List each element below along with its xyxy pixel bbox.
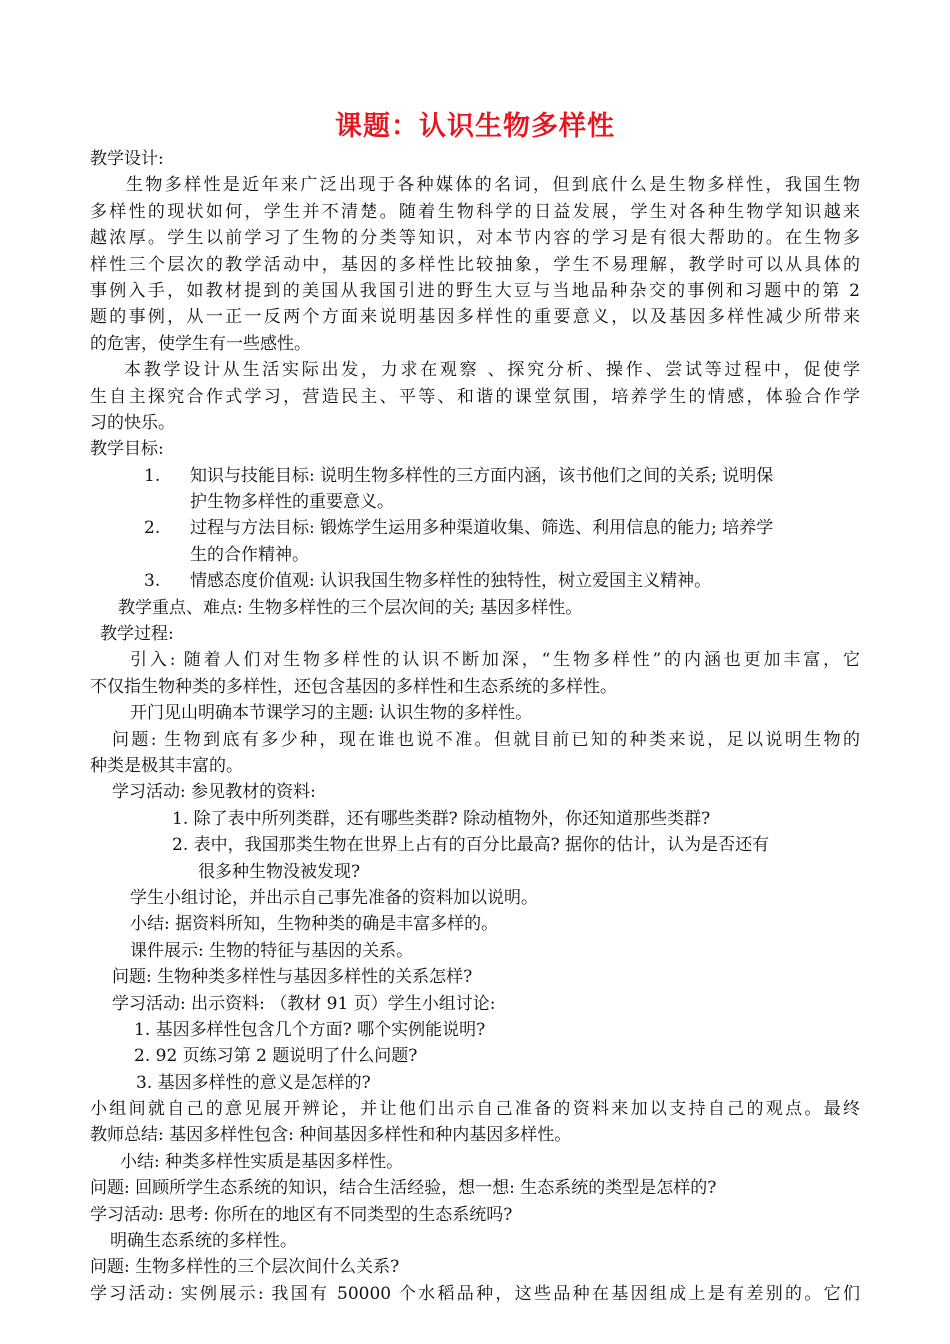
text-line: 教师总结: 基因多样性包含: 种间基因多样性和种内基因多样性。 — [90, 1125, 572, 1146]
text-line: 开门见山明确本节课学习的主题: 认识生物的多样性。 — [130, 703, 533, 724]
text-line: 种类是极其丰富的。 — [90, 755, 243, 776]
text-line: 多样性的现状如何，学生并不清楚。随着生物科学的日益发展，学生对各种生物学知识越来 — [90, 201, 860, 222]
text-line: 教学过程: — [100, 624, 174, 645]
text-line: 问题: 回顾所学生态系统的知识，结合生活经验，想一想: 生态系统的类型是怎样的? — [90, 1178, 717, 1199]
text-line: 本教学设计从生活实际出发，力求在观察 、探究分析、操作、尝试等过程中，促使学 — [124, 360, 860, 381]
text-line — [90, 515, 860, 541]
document-body — [90, 146, 860, 1307]
text-line: 护生物多样性的重要意义。 — [190, 492, 394, 513]
document-title: 课题：认识生物多样性 — [335, 111, 615, 142]
text-line: 课件展示: 生物的特征与基因的关系。 — [130, 940, 414, 961]
list-number: 3. — [144, 571, 161, 592]
text-line: 1. 除了表中所列类群，还有哪些类群? 除动植物外，你还知道那些类群? — [172, 808, 711, 829]
text-line: 小组间就自己的意见展开辨论，并让他们出示自己准备的资料来加以支持自己的观点。最终 — [90, 1099, 860, 1120]
text-line: 问题: 生物到底有多少种，现在谁也说不准。但就目前已知的种类来说，足以说明生物的 — [112, 729, 860, 750]
text-line: 生物多样性是近年来广泛出现于各种媒体的名词，但到底什么是生物多样性，我国生物 — [126, 175, 860, 196]
text-line: 越浓厚。学生以前学习了生物的分类等知识，对本节内容的学习是有很大帮助的。在生物多 — [90, 228, 860, 249]
text-line: 小结: 种类多样性实质是基因多样性。 — [120, 1151, 404, 1172]
text-line: 学生小组讨论，并出示自己事先准备的资料加以说明。 — [130, 887, 538, 908]
text-line: 明确生态系统的多样性。 — [110, 1231, 297, 1252]
text-line: 生自主探究合作式学习，营造民主、平等、和谐的课堂氛围，培养学生的情感，体验合作学 — [90, 386, 860, 407]
text-line — [90, 568, 860, 594]
text-line: 不仅指生物种类的多样性，还包含基因的多样性和生态系统的多样性。 — [90, 676, 617, 697]
text-line: 2. 表中，我国那类生物在世界上占有的百分比最高? 据你的估计，认为是否还有 — [172, 835, 770, 856]
text-line: 学习活动: 参见教材的资料: — [112, 782, 316, 803]
text-line: 2. 92 页练习第 2 题说明了什么问题? — [134, 1046, 418, 1067]
text-line: 学习活动: 出示资料: （教材 91 页）学生小组讨论: — [112, 993, 496, 1014]
list-item-text: 情感态度价值观: 认识我国生物多样性的独特性，树立爱国主义精神。 — [190, 571, 712, 592]
text-line: 学习活动: 实例展示: 我国有 50000 个水稻品种，这些品种在基因组成上是有差别的。它们 — [90, 1283, 860, 1304]
text-line: 教学重点、难点: 生物多样性的三个层次间的关; 基因多样性。 — [118, 597, 583, 618]
list-number: 1. — [144, 465, 161, 486]
text-line — [90, 463, 860, 489]
text-line: 学习活动: 思考: 你所在的地区有不同类型的生态系统吗? — [90, 1204, 513, 1225]
text-line: 1. 基因多样性包含几个方面? 哪个实例能说明? — [134, 1019, 486, 1040]
text-line: 3. 基因多样性的意义是怎样的? — [136, 1072, 371, 1093]
text-line: 教学设计: — [90, 149, 164, 169]
text-line: 样性三个层次的教学活动中，基因的多样性比较抽象，学生不易理解，教学时可以从具体的 — [90, 254, 860, 275]
text-line: 题的事例，从一正一反两个方面来说明基因多样性的重要意义，以及基因多样性减少所带来 — [90, 307, 860, 328]
text-line: 引入: 随着人们对生物多样性的认识不断加深，“生物多样性”的内涵也更加丰富，它 — [130, 650, 860, 671]
list-item-text: 知识与技能目标: 说明生物多样性的三方面内涵，该书他们之间的关系; 说明保 — [190, 465, 774, 486]
list-item-text: 过程与方法目标: 锻炼学生运用多种渠道收集、筛选、利用信息的能力; 培养学 — [190, 518, 774, 539]
text-line: 教学目标: — [90, 439, 164, 460]
text-line: 的危害，使学生有一些感性。 — [90, 333, 311, 354]
text-line: 小结: 据资料所知，生物种类的确是丰富多样的。 — [130, 914, 499, 935]
text-line: 问题: 生物多样性的三个层次间什么关系? — [90, 1257, 400, 1278]
text-line: 问题: 生物种类多样性与基因多样性的关系怎样? — [112, 967, 473, 988]
list-number: 2. — [144, 518, 161, 539]
text-line: 生的合作精神。 — [190, 544, 309, 565]
text-line: 事例入手，如教材提到的美国从我国引进的野生大豆与当地品种杂交的事例和习题中的第 2 — [90, 280, 860, 301]
text-line: 习的快乐。 — [90, 412, 175, 433]
text-line: 很多种生物没被发现? — [198, 861, 361, 882]
